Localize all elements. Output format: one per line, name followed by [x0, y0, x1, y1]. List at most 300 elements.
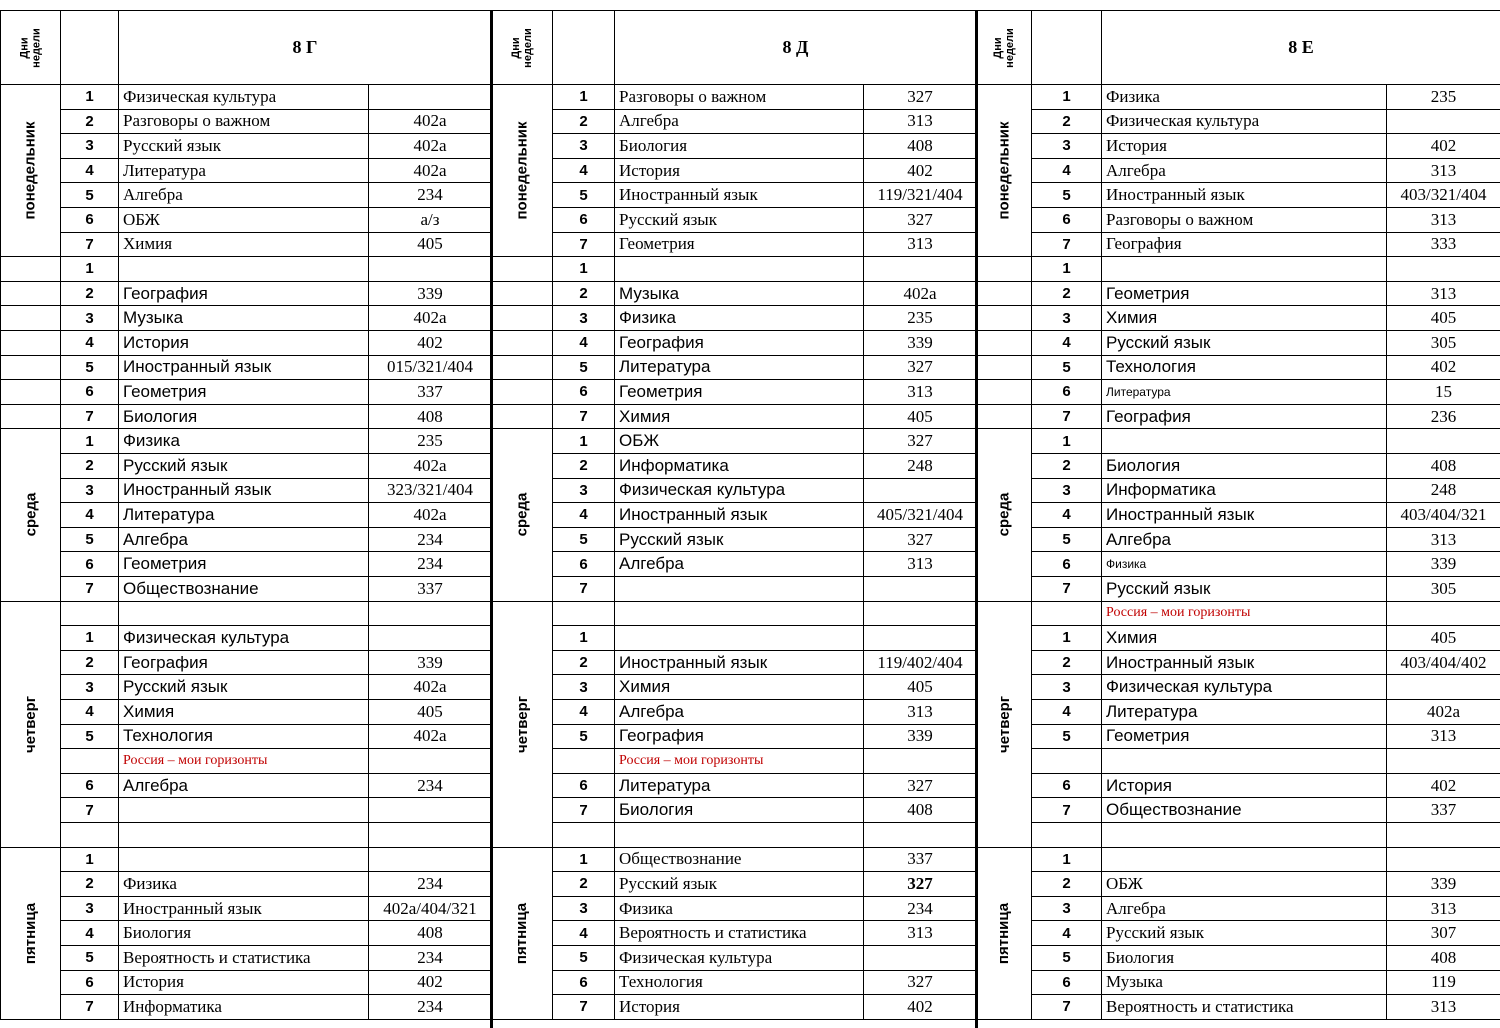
lesson-number: 5: [552, 527, 615, 553]
subject: География: [1101, 404, 1387, 430]
subject: Иностранный язык: [1101, 502, 1387, 528]
subject: История: [614, 158, 864, 184]
subject: Алгебра: [1101, 158, 1387, 184]
subject: [614, 601, 864, 627]
room-number: [1386, 109, 1500, 135]
subject: Физика: [614, 305, 864, 331]
subject: Физическая культура: [118, 625, 369, 651]
room-number: 402а: [368, 109, 492, 135]
lesson-number: 2: [552, 109, 615, 135]
room-number: 234: [368, 994, 492, 1020]
room-number: 234: [863, 896, 977, 922]
day-thursday: [0, 601, 61, 848]
day-cell-empty: [976, 404, 1032, 430]
room-number: 402: [368, 970, 492, 996]
lesson-number: 4: [552, 699, 615, 725]
lesson-number: 5: [1031, 945, 1102, 971]
day-cell-empty: [491, 305, 553, 331]
lesson-number: 3: [60, 305, 119, 331]
lesson-number: 1: [552, 428, 615, 454]
room-number: [863, 822, 977, 848]
subject: [1101, 748, 1387, 774]
lesson-number: 7: [60, 404, 119, 430]
day-cell-empty: [491, 256, 553, 282]
lesson-number: 7: [552, 797, 615, 823]
room-number: 234: [368, 773, 492, 799]
subject: [1101, 847, 1387, 873]
subject: История: [118, 330, 369, 356]
subject: Биология: [614, 797, 864, 823]
subject: [614, 822, 864, 848]
room-number: 408: [368, 404, 492, 430]
lesson-number: 4: [60, 502, 119, 528]
room-number: [863, 945, 977, 971]
day-cell-empty: [491, 355, 553, 381]
lesson-number: 2: [60, 453, 119, 479]
lesson-number: [60, 822, 119, 848]
room-number: 015/321/404: [368, 355, 492, 381]
day-cell-empty: [976, 355, 1032, 381]
lesson-number: 6: [60, 551, 119, 577]
lesson-number: 7: [1031, 797, 1102, 823]
day-wednesday: [976, 428, 1032, 601]
room-number: 313: [1386, 994, 1500, 1020]
room-number: 313: [863, 232, 977, 258]
day-friday: [491, 847, 553, 1020]
room-number: 402а: [368, 453, 492, 479]
subject: История: [614, 994, 864, 1020]
subject: Физика: [118, 428, 369, 454]
class-name: 8 Г: [118, 10, 492, 85]
subject: [1101, 428, 1387, 454]
lesson-number: 2: [1031, 453, 1102, 479]
day-cell-empty: [491, 330, 553, 356]
lesson-number: 2: [1031, 871, 1102, 897]
lesson-number: 6: [60, 207, 119, 233]
lesson-number: 4: [1031, 158, 1102, 184]
room-number: 339: [1386, 871, 1500, 897]
lesson-number: 1: [60, 847, 119, 873]
subject: История: [1101, 773, 1387, 799]
room-number: 234: [368, 945, 492, 971]
lesson-number: 2: [60, 109, 119, 135]
room-number: 339: [368, 650, 492, 676]
subject: Химия: [118, 699, 369, 725]
day-friday: [976, 847, 1032, 1020]
lesson-number: 2: [1031, 109, 1102, 135]
room-number: 402: [863, 158, 977, 184]
lesson-number: 3: [60, 674, 119, 700]
subject: Физическая культура: [614, 945, 864, 971]
subject: Иностранный язык: [1101, 650, 1387, 676]
subject: Русский язык: [614, 527, 864, 553]
subject: Алгебра: [118, 182, 369, 208]
subject: Технология: [118, 724, 369, 750]
room-number: 248: [1386, 478, 1500, 504]
day-cell-empty: [976, 330, 1032, 356]
subject: Алгебра: [118, 527, 369, 553]
subject: Вероятность и статистика: [118, 945, 369, 971]
room-number: 307: [1386, 920, 1500, 946]
class-name: 8 Д: [614, 10, 977, 85]
room-number: 405: [368, 699, 492, 725]
subject: Алгебра: [1101, 896, 1387, 922]
subject: Русский язык: [118, 453, 369, 479]
day-friday-label: пятница: [22, 902, 39, 964]
room-number: [863, 748, 977, 774]
room-number: 337: [863, 847, 977, 873]
room-number: 402а: [368, 133, 492, 159]
subject: ОБЖ: [1101, 871, 1387, 897]
subject: История: [1101, 133, 1387, 159]
day-wednesday-label: среда: [22, 493, 39, 537]
room-number: 339: [368, 281, 492, 307]
room-number: 402а: [368, 305, 492, 331]
subject: [614, 576, 864, 602]
day-friday-label: пятница: [995, 902, 1013, 964]
room-number: 405: [1386, 305, 1500, 331]
lesson-number: [1031, 601, 1102, 627]
lesson-number: 6: [60, 970, 119, 996]
room-number: 313: [863, 699, 977, 725]
room-number: 403/404/321: [1386, 502, 1500, 528]
room-number: 408: [1386, 945, 1500, 971]
room-number: 235: [863, 305, 977, 331]
lesson-number: 2: [60, 650, 119, 676]
lesson-number: 1: [1031, 847, 1102, 873]
room-number: 248: [863, 453, 977, 479]
lesson-number: 3: [60, 478, 119, 504]
lesson-number: 5: [60, 724, 119, 750]
lesson-number: 1: [60, 84, 119, 110]
lesson-number: [60, 601, 119, 627]
subject: Музыка: [614, 281, 864, 307]
day-cell-empty: [0, 404, 61, 430]
room-number: [368, 84, 492, 110]
subject: Иностранный язык: [118, 896, 369, 922]
day-friday-label: пятница: [513, 902, 531, 964]
subject: [614, 256, 864, 282]
special-lesson: Россия – мои горизонты: [614, 748, 864, 774]
room-number: 337: [368, 576, 492, 602]
day-cell-empty: [0, 305, 61, 331]
day-cell-empty: [976, 379, 1032, 405]
room-number: 402а: [1386, 699, 1500, 725]
subject: Физическая культура: [614, 478, 864, 504]
subject: Литература: [614, 355, 864, 381]
lesson-number: 1: [552, 84, 615, 110]
lesson-number: 5: [60, 182, 119, 208]
day-thursday: [976, 601, 1032, 848]
room-number: 327: [863, 207, 977, 233]
lesson-number: 2: [552, 281, 615, 307]
lesson-number: 7: [552, 404, 615, 430]
lesson-number: [60, 748, 119, 774]
room-number: [1386, 847, 1500, 873]
room-number: 405: [863, 404, 977, 430]
room-number: 313: [863, 379, 977, 405]
lesson-number: 3: [552, 478, 615, 504]
room-number: 408: [368, 920, 492, 946]
class-separator: [975, 10, 978, 1028]
room-number: 327: [863, 527, 977, 553]
subject: [118, 822, 369, 848]
room-number: 327: [863, 355, 977, 381]
lesson-number: 6: [552, 551, 615, 577]
room-number: 234: [368, 871, 492, 897]
room-number: [1386, 428, 1500, 454]
lesson-number: 6: [552, 773, 615, 799]
days-header: [491, 10, 553, 85]
room-number: 327: [863, 970, 977, 996]
day-monday: [491, 84, 553, 257]
subject: Биология: [1101, 945, 1387, 971]
lesson-number: 4: [1031, 502, 1102, 528]
room-number: 119/402/404: [863, 650, 977, 676]
lesson-number: 3: [1031, 478, 1102, 504]
room-number: 402а: [863, 281, 977, 307]
subject: Геометрия: [1101, 724, 1387, 750]
room-number: 408: [863, 133, 977, 159]
subject: Технология: [614, 970, 864, 996]
subject: Литература: [118, 502, 369, 528]
lesson-number: 3: [1031, 305, 1102, 331]
lesson-number: 1: [552, 256, 615, 282]
lesson-number: 4: [60, 158, 119, 184]
lesson-number: 2: [552, 871, 615, 897]
subject: География: [118, 650, 369, 676]
room-number: 337: [1386, 797, 1500, 823]
subject: Биология: [614, 133, 864, 159]
room-number: 327: [863, 84, 977, 110]
lesson-number: 7: [1031, 404, 1102, 430]
class-name: 8 Е: [1101, 10, 1500, 85]
subject: Вероятность и статистика: [1101, 994, 1387, 1020]
room-number: [368, 822, 492, 848]
subject: История: [118, 970, 369, 996]
days-header-label: Дни недели: [510, 27, 534, 68]
room-number: [1386, 256, 1500, 282]
lesson-number: 2: [552, 650, 615, 676]
subject: [118, 847, 369, 873]
lesson-number: 3: [552, 674, 615, 700]
room-number: 119/321/404: [863, 182, 977, 208]
room-number: [863, 478, 977, 504]
lesson-number: 6: [552, 379, 615, 405]
day-cell-empty: [491, 404, 553, 430]
subject: Разговоры о важном: [1101, 207, 1387, 233]
day-thursday-label: четверг: [21, 695, 39, 753]
room-number: [863, 256, 977, 282]
room-number: 339: [1386, 551, 1500, 577]
subject: Геометрия: [1101, 281, 1387, 307]
room-number: 313: [1386, 158, 1500, 184]
room-number: 405: [1386, 625, 1500, 651]
lesson-number: 4: [1031, 920, 1102, 946]
subject: Иностранный язык: [1101, 182, 1387, 208]
lesson-number: 3: [552, 305, 615, 331]
lesson-number: 2: [1031, 650, 1102, 676]
subject: Алгебра: [614, 699, 864, 725]
subject: Геометрия: [614, 379, 864, 405]
subject: [1101, 256, 1387, 282]
lesson-number: 7: [1031, 994, 1102, 1020]
day-monday-label: понедельник: [995, 121, 1013, 220]
subject: Русский язык: [614, 871, 864, 897]
lesson-number: 7: [552, 576, 615, 602]
day-cell-empty: [491, 281, 553, 307]
lesson-number: 6: [1031, 379, 1102, 405]
lesson-number: 6: [60, 379, 119, 405]
lesson-number: 3: [60, 133, 119, 159]
room-number: 402а: [368, 158, 492, 184]
lesson-number: 6: [1031, 773, 1102, 799]
lesson-number: 3: [1031, 133, 1102, 159]
day-cell-empty: [0, 330, 61, 356]
lesson-number: 4: [60, 920, 119, 946]
room-number: 339: [863, 724, 977, 750]
room-number: 403/404/402: [1386, 650, 1500, 676]
subject: ОБЖ: [118, 207, 369, 233]
subject: Русский язык: [118, 133, 369, 159]
lesson-number: 4: [552, 502, 615, 528]
subject: Литература: [1101, 379, 1387, 405]
lesson-number: 7: [552, 232, 615, 258]
subject: ОБЖ: [614, 428, 864, 454]
lesson-number: 7: [60, 576, 119, 602]
room-number: 236: [1386, 404, 1500, 430]
room-number: 305: [1386, 576, 1500, 602]
room-number: 235: [1386, 84, 1500, 110]
subject: Разговоры о важном: [614, 84, 864, 110]
room-number: 327: [863, 871, 977, 897]
subject: Физическая культура: [1101, 674, 1387, 700]
lesson-number: 7: [552, 994, 615, 1020]
subject: Иностранный язык: [118, 355, 369, 381]
room-number: 402а: [368, 502, 492, 528]
lesson-number: 7: [60, 994, 119, 1020]
subject: Русский язык: [1101, 920, 1387, 946]
lesson-number: 3: [1031, 896, 1102, 922]
day-friday: [0, 847, 61, 1020]
subject: Химия: [1101, 625, 1387, 651]
lesson-number: 4: [552, 330, 615, 356]
room-number: 333: [1386, 232, 1500, 258]
room-number: [863, 625, 977, 651]
special-lesson: Россия – мои горизонты: [1101, 601, 1387, 627]
lesson-number: 3: [552, 133, 615, 159]
subject: Физическая культура: [1101, 109, 1387, 135]
number-header: [552, 10, 615, 85]
lesson-number: 5: [60, 945, 119, 971]
room-number: 313: [1386, 724, 1500, 750]
subject: [614, 625, 864, 651]
room-number: 405: [863, 674, 977, 700]
subject: Геометрия: [118, 551, 369, 577]
lesson-number: 5: [552, 182, 615, 208]
room-number: 405/321/404: [863, 502, 977, 528]
lesson-number: 4: [60, 330, 119, 356]
room-number: 408: [1386, 453, 1500, 479]
subject: Алгебра: [614, 551, 864, 577]
day-cell-empty: [976, 256, 1032, 282]
class-separator: [490, 10, 493, 1028]
day-thursday-label: четверг: [995, 695, 1013, 753]
lesson-number: 5: [1031, 355, 1102, 381]
days-header: [976, 10, 1032, 85]
room-number: 327: [863, 428, 977, 454]
subject: Русский язык: [118, 674, 369, 700]
subject: Химия: [614, 674, 864, 700]
room-number: [368, 797, 492, 823]
lesson-number: 2: [552, 453, 615, 479]
subject: Информатика: [614, 453, 864, 479]
subject: Алгебра: [1101, 527, 1387, 553]
room-number: 313: [863, 551, 977, 577]
lesson-number: 1: [1031, 256, 1102, 282]
number-header: [1031, 10, 1102, 85]
lesson-number: 7: [60, 232, 119, 258]
day-wednesday-label: среда: [513, 493, 531, 537]
lesson-number: 3: [1031, 674, 1102, 700]
subject: Физика: [118, 871, 369, 897]
room-number: 313: [863, 109, 977, 135]
subject: Биология: [118, 920, 369, 946]
room-number: 337: [368, 379, 492, 405]
subject: Литература: [614, 773, 864, 799]
lesson-number: 4: [552, 158, 615, 184]
subject: [118, 797, 369, 823]
room-number: 313: [1386, 896, 1500, 922]
subject: Русский язык: [614, 207, 864, 233]
room-number: 313: [1386, 207, 1500, 233]
day-monday-label: понедельник: [22, 121, 39, 220]
lesson-number: 1: [552, 847, 615, 873]
lesson-number: 4: [1031, 699, 1102, 725]
room-number: [863, 576, 977, 602]
lesson-number: 6: [1031, 551, 1102, 577]
room-number: 119: [1386, 970, 1500, 996]
subject: Геометрия: [118, 379, 369, 405]
room-number: 313: [1386, 527, 1500, 553]
subject: Музыка: [118, 305, 369, 331]
days-header: [0, 10, 61, 85]
lesson-number: 5: [60, 527, 119, 553]
room-number: 402: [863, 994, 977, 1020]
day-monday: [0, 84, 61, 257]
lesson-number: 5: [60, 355, 119, 381]
subject: [118, 256, 369, 282]
subject: Геометрия: [614, 232, 864, 258]
room-number: 313: [863, 920, 977, 946]
day-cell-empty: [0, 256, 61, 282]
subject: Иностранный язык: [614, 502, 864, 528]
lesson-number: [552, 748, 615, 774]
room-number: [863, 601, 977, 627]
room-number: 402а/404/321: [368, 896, 492, 922]
lesson-number: 5: [552, 355, 615, 381]
lesson-number: 3: [552, 896, 615, 922]
day-thursday-label: четверг: [513, 695, 531, 753]
subject: Физическая культура: [118, 84, 369, 110]
room-number: 234: [368, 182, 492, 208]
day-cell-empty: [0, 281, 61, 307]
lesson-number: 5: [552, 945, 615, 971]
room-number: 402: [1386, 773, 1500, 799]
room-number: 402: [1386, 355, 1500, 381]
day-cell-empty: [0, 379, 61, 405]
subject: Алгебра: [118, 773, 369, 799]
